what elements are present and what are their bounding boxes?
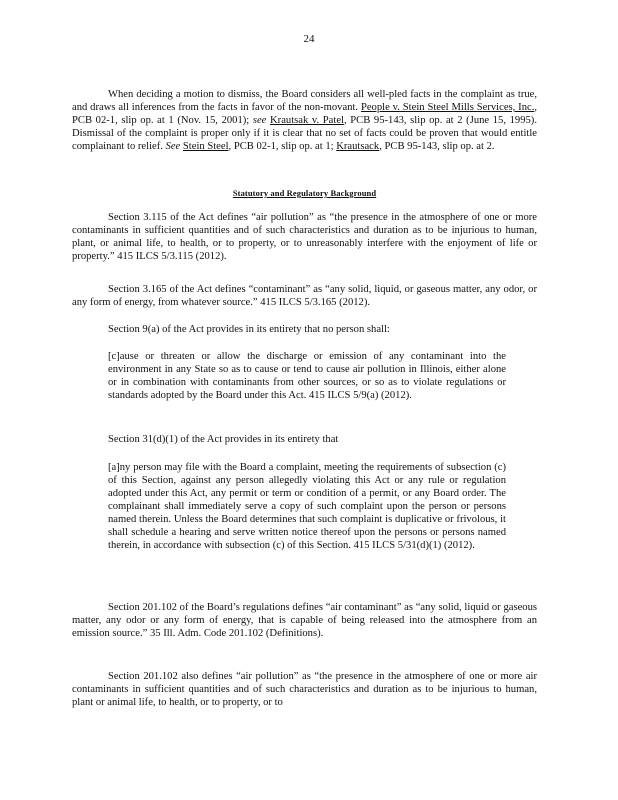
case-citation: Krautsack [336,141,380,152]
motion-to-dismiss-paragraph [72,88,537,153]
signal-word: see [252,115,267,126]
air-pollution-definition-paragraph: Section 3.115 of the Act defines “air pollution” as “the presence in the atmosphere of one or more contaminants in sufficient quantities and of such characteristics and duration as to be injurious to human, plant, or animal life, to health, or to property, or to unreasonably interfere with the enjoyment of life or property.” 415 ILCS 5/3.115 (2012). [72,212,537,262]
case-citation: People v. Stein Steel Mills Services, Inc. [360,102,535,113]
paragraph-text: , PCB 02-1, slip op. at 1 (Nov. 15, 2001); [72,102,537,126]
section-31-block-quote: [a]ny person may file with the Board a complaint, meeting the requirements of subsection (c) of this Section, against any person allegedly violating this Act or any rule or regulation adopted under this Act, any permit or term or condition of a permit, or any Board order. The complainant shall immediately serve a copy of such complaint upon the person or persons named therein. Unless the Board determines that such complaint is duplicative or frivolous, it shall schedule a hearing and serve written notice thereof upon the persons or persons named therein, in accordance with subsection (c) of this Section. 415 ILCS 5/31(d)(1) (2012). [108,462,506,551]
page-number: 24 [303,33,315,45]
section-31-intro-paragraph: Section 31(d)(1) of the Act provides in its entirety that [108,434,339,445]
contaminant-definition-paragraph: Section 3.165 of the Act defines “contaminant” as “any solid, liquid, or gaseous matter, any odor, or any form of energy, from whatever source.” 415 ILCS 5/3.165 (2012). [72,284,537,308]
section-9a-intro-paragraph: Section 9(a) of the Act provides in its entirety that no person shall: [108,324,390,335]
section-9a-block-quote: [c]ause or threaten or allow the discharge or emission of any contaminant into the environment in any State so as to cause or tend to cause air pollution in Illinois, either alone or in combination with contaminants from other sources, or so as to violate regulations or standards adopted by the Board under this Act. 415 ILCS 5/9(a) (2012). [108,351,506,401]
section-heading-text: Statutory and Regulatory Background [232,188,377,198]
signal-word: See [165,141,181,152]
paragraph-text: When deciding a motion to dismiss, the Board considers all well-pled facts in the complaint as true, and draws all inferences from the facts in favor of the non-movant. [72,89,537,113]
paragraph-text: , PCB 95-143, slip op. at 2. [379,141,495,152]
air-pollution-regulation-paragraph: Section 201.102 also defines “air pollution” as “the presence in the atmosphere of one or more air contaminants in sufficient quantities and of such characteristics and duration as to be injurious to human, plant or animal life, to health, or to property, or to [72,671,537,708]
paragraph-text: , PCB 02-1, slip op. at 1; [228,141,337,152]
section-heading [72,187,537,200]
case-citation: Krautsak v. Patel [270,115,344,126]
paragraph-text: , PCB 95-143, slip op. at 2 (June 15, 1995). Dismissal of the complaint is proper only if it is clear that no set of facts could be proven that would entitle complainant to relief. [72,115,537,152]
air-contaminant-regulation-paragraph: Section 201.102 of the Board’s regulations defines “air contaminant” as “any solid, liquid or gaseous matter, any odor or any form of energy, that is capable of being released into the atmosphere from an emission source.” 35 Ill. Adm. Code 201.102 (Definitions). [72,602,537,639]
case-citation: Stein Steel [182,141,229,152]
